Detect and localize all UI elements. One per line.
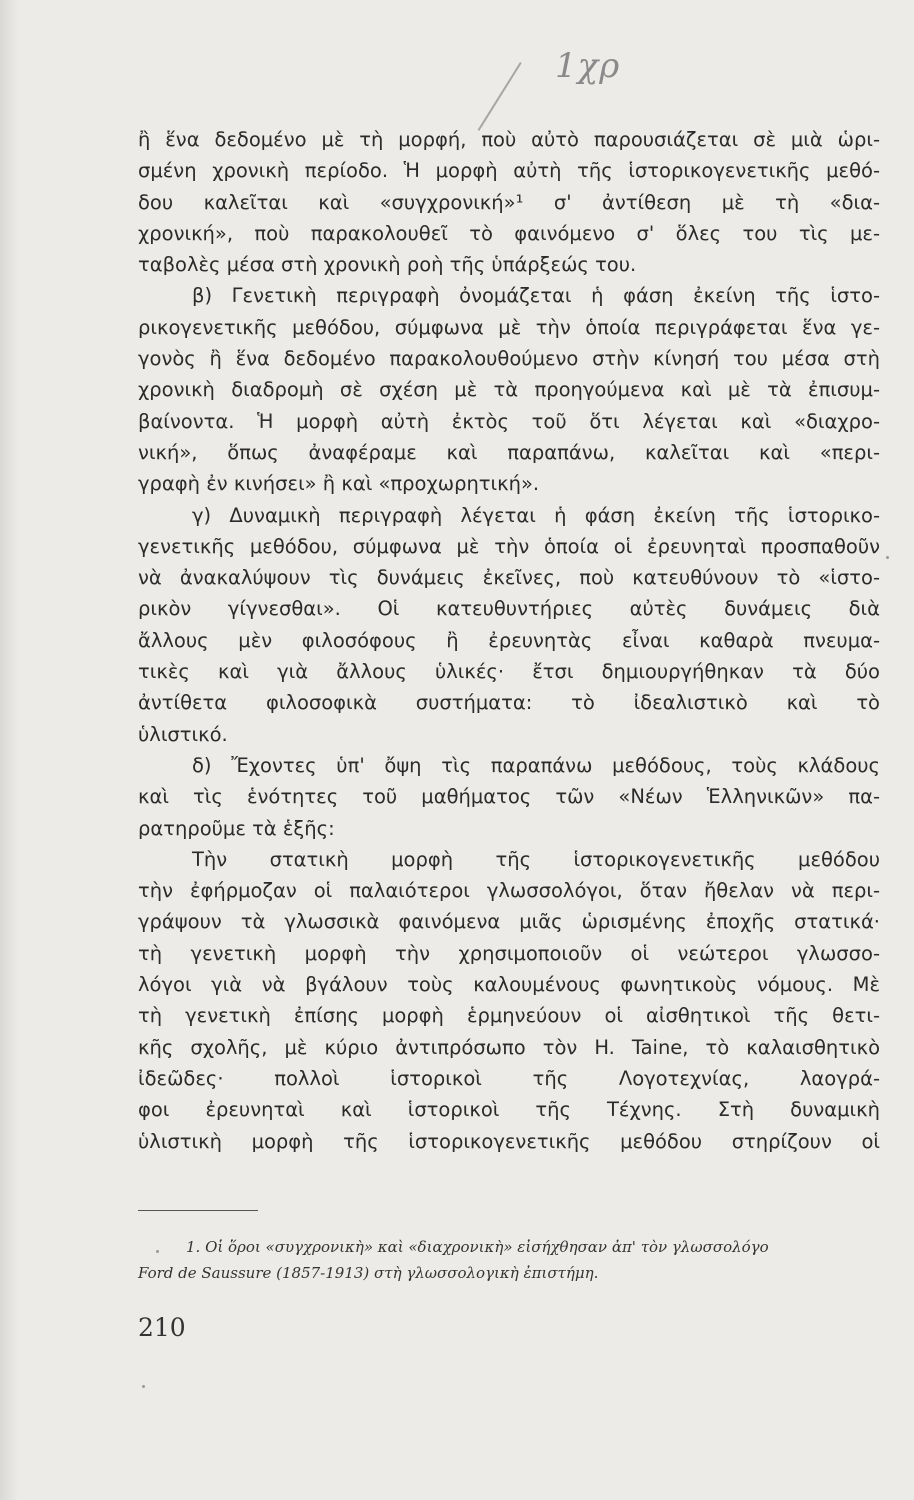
text-line: γονὸς ἢ ἕνα δεδομένο παρακολουθούμενο στὴν κίνησή του μέσα στὴ: [138, 347, 880, 371]
handwritten-annotation: 1χρ: [555, 46, 621, 86]
text-line: δου καλεῖται καὶ «συγχρονική»¹ σ' ἀντίθεση μὲ τὴ «δια-: [138, 190, 880, 214]
text-line: δ) Ἔχοντες ὑπ' ὄψη τὶς παραπάνω μεθόδους, τοὺς κλάδους: [192, 753, 880, 777]
footnote-line: Ford de Saussure (1857-1913) στὴ γλωσσολογικὴ ἐπιστήμη.: [138, 1264, 599, 1282]
text-line: φοι ἐρευνηταὶ καὶ ἱστορικοὶ τῆς Τέχνης. Στὴ δυναμικὴ: [138, 1098, 880, 1122]
paper-speck: [142, 1385, 145, 1388]
text-line: τικὲς καὶ γιὰ ἄλλους ὑλικές· ἔτσι δημιουργήθηκαν τὰ δύο: [138, 660, 880, 684]
text-line: ἀντίθετα φιλοσοφικὰ συστήματα: τὸ ἰδεαλιστικὸ καὶ τὸ: [138, 691, 880, 715]
text-line: νική», ὅπως ἀναφέραμε καὶ παραπάνω, καλεῖται καὶ «περι-: [138, 440, 880, 464]
text-line: κῆς σχολῆς, μὲ κύριο ἀντιπρόσωπο τὸν H. Taine, τὸ καλαισθητικὸ: [138, 1035, 880, 1059]
paper-speck: [886, 556, 889, 559]
footnote: [138, 1234, 880, 1286]
text-line: τὴ γενετικὴ ἐπίσης μορφὴ ἑρμηνεύουν οἱ αἰσθητικοὶ τῆς θετι-: [138, 1004, 880, 1028]
page-number: 210: [138, 1313, 186, 1342]
text-line: καὶ τὶς ἑνότητες τοῦ μαθήματος τῶν «Νέων Ἑλληνικῶν» πα-: [138, 785, 880, 809]
text-line: ἢ ἕνα δεδομένο μὲ τὴ μορφή, ποὺ αὐτὸ παρουσιάζεται σὲ μιὰ ὡρι-: [138, 128, 880, 151]
text-line: ἄλλους μὲν φιλοσόφους ἢ ἐρευνητὰς εἶναι καθαρὰ πνευμα-: [138, 628, 880, 652]
body-text: [138, 124, 880, 1157]
text-line: ὑλιστικὴ μορφὴ τῆς ἱστορικογενετικῆς μεθόδου στηρίζουν οἱ: [138, 1129, 880, 1153]
text-line: νὰ ἀνακαλύψουν τὶς δυνάμεις ἐκεῖνες, ποὺ κατευθύνουν τὸ «ἱστο-: [138, 566, 880, 590]
handwritten-stroke: [478, 62, 522, 131]
text-line: τὴ γενετικὴ μορφὴ τὴν χρησιμοποιοῦν οἱ νεώτεροι γλωσσο-: [138, 941, 880, 965]
text-line: ρικογενετικῆς μεθόδου, σύμφωνα μὲ τὴν ὁποία περιγράφεται ἕνα γε-: [138, 315, 880, 339]
footnote-line: 1. Οἱ ὅροι «συγχρονικὴ» καὶ «διαχρονικὴ» εἰσήχθησαν ἀπ' τὸν γλωσσολόγο: [186, 1238, 769, 1256]
text-line: λόγοι γιὰ νὰ βγάλουν τοὺς καλουμένους φωνητικοὺς νόμους. Μὲ: [138, 973, 880, 997]
text-line: γ) Δυναμικὴ περιγραφὴ λέγεται ἡ φάση ἐκείνη τῆς ἱστορικο-: [192, 503, 880, 527]
text-line: Τὴν στατικὴ μορφὴ τῆς ἱστορικογενετικῆς μεθόδου: [192, 847, 880, 871]
page-edge: [0, 0, 18, 1500]
text-line: χρονική», ποὺ παρακολουθεῖ τὸ φαινόμενο σ' ὅλες του τὶς με-: [138, 221, 880, 245]
paper-speck: [156, 1250, 159, 1253]
text-line: ἰδεῶδες· πολλοὶ ἱστορικοὶ τῆς Λογοτεχνίας, λαογρά-: [138, 1066, 880, 1090]
text-line: ρατηροῦμε τὰ ἑξῆς:: [138, 816, 335, 840]
text-line: γράψουν τὰ γλωσσικὰ φαινόμενα μιᾶς ὡρισμένης ἐποχῆς στατικά·: [138, 910, 880, 934]
text-line: χρονικὴ διαδρομὴ σὲ σχέση μὲ τὰ προηγούμενα καὶ μὲ τὰ ἐπισυμ-: [138, 378, 880, 402]
text-line: ρικὸν γίγνεσθαι». Οἱ κατευθυντήριες αὐτὲς δυνάμεις διὰ: [138, 597, 880, 621]
text-line: βαίνοντα. Ἡ μορφὴ αὐτὴ ἐκτὸς τοῦ ὅτι λέγεται καὶ «διαχρο-: [138, 409, 880, 433]
text-line: β) Γενετικὴ περιγραφὴ ὀνομάζεται ἡ φάση ἐκείνη τῆς ἱστο-: [192, 284, 880, 308]
text-line: τὴν ἐφήρμοζαν οἱ παλαιότεροι γλωσσολόγοι, ὅταν ἤθελαν νὰ περι-: [138, 879, 880, 903]
text-line: σμένη χρονικὴ περίοδο. Ἡ μορφὴ αὐτὴ τῆς ἱστορικογενετικῆς μεθό-: [138, 159, 880, 183]
text-line: ταβολὲς μέσα στὴ χρονικὴ ροὴ τῆς ὑπάρξεώς του.: [138, 253, 637, 277]
footnote-divider: [138, 1210, 258, 1211]
text-line: ὑλιστικό.: [138, 722, 228, 746]
text-line: γενετικῆς μεθόδου, σύμφωνα μὲ τὴν ὁποία οἱ ἐρευνηταὶ προσπαθοῦν: [138, 534, 880, 558]
text-line: γραφὴ ἐν κινήσει» ἢ καὶ «προχωρητική».: [138, 472, 540, 496]
